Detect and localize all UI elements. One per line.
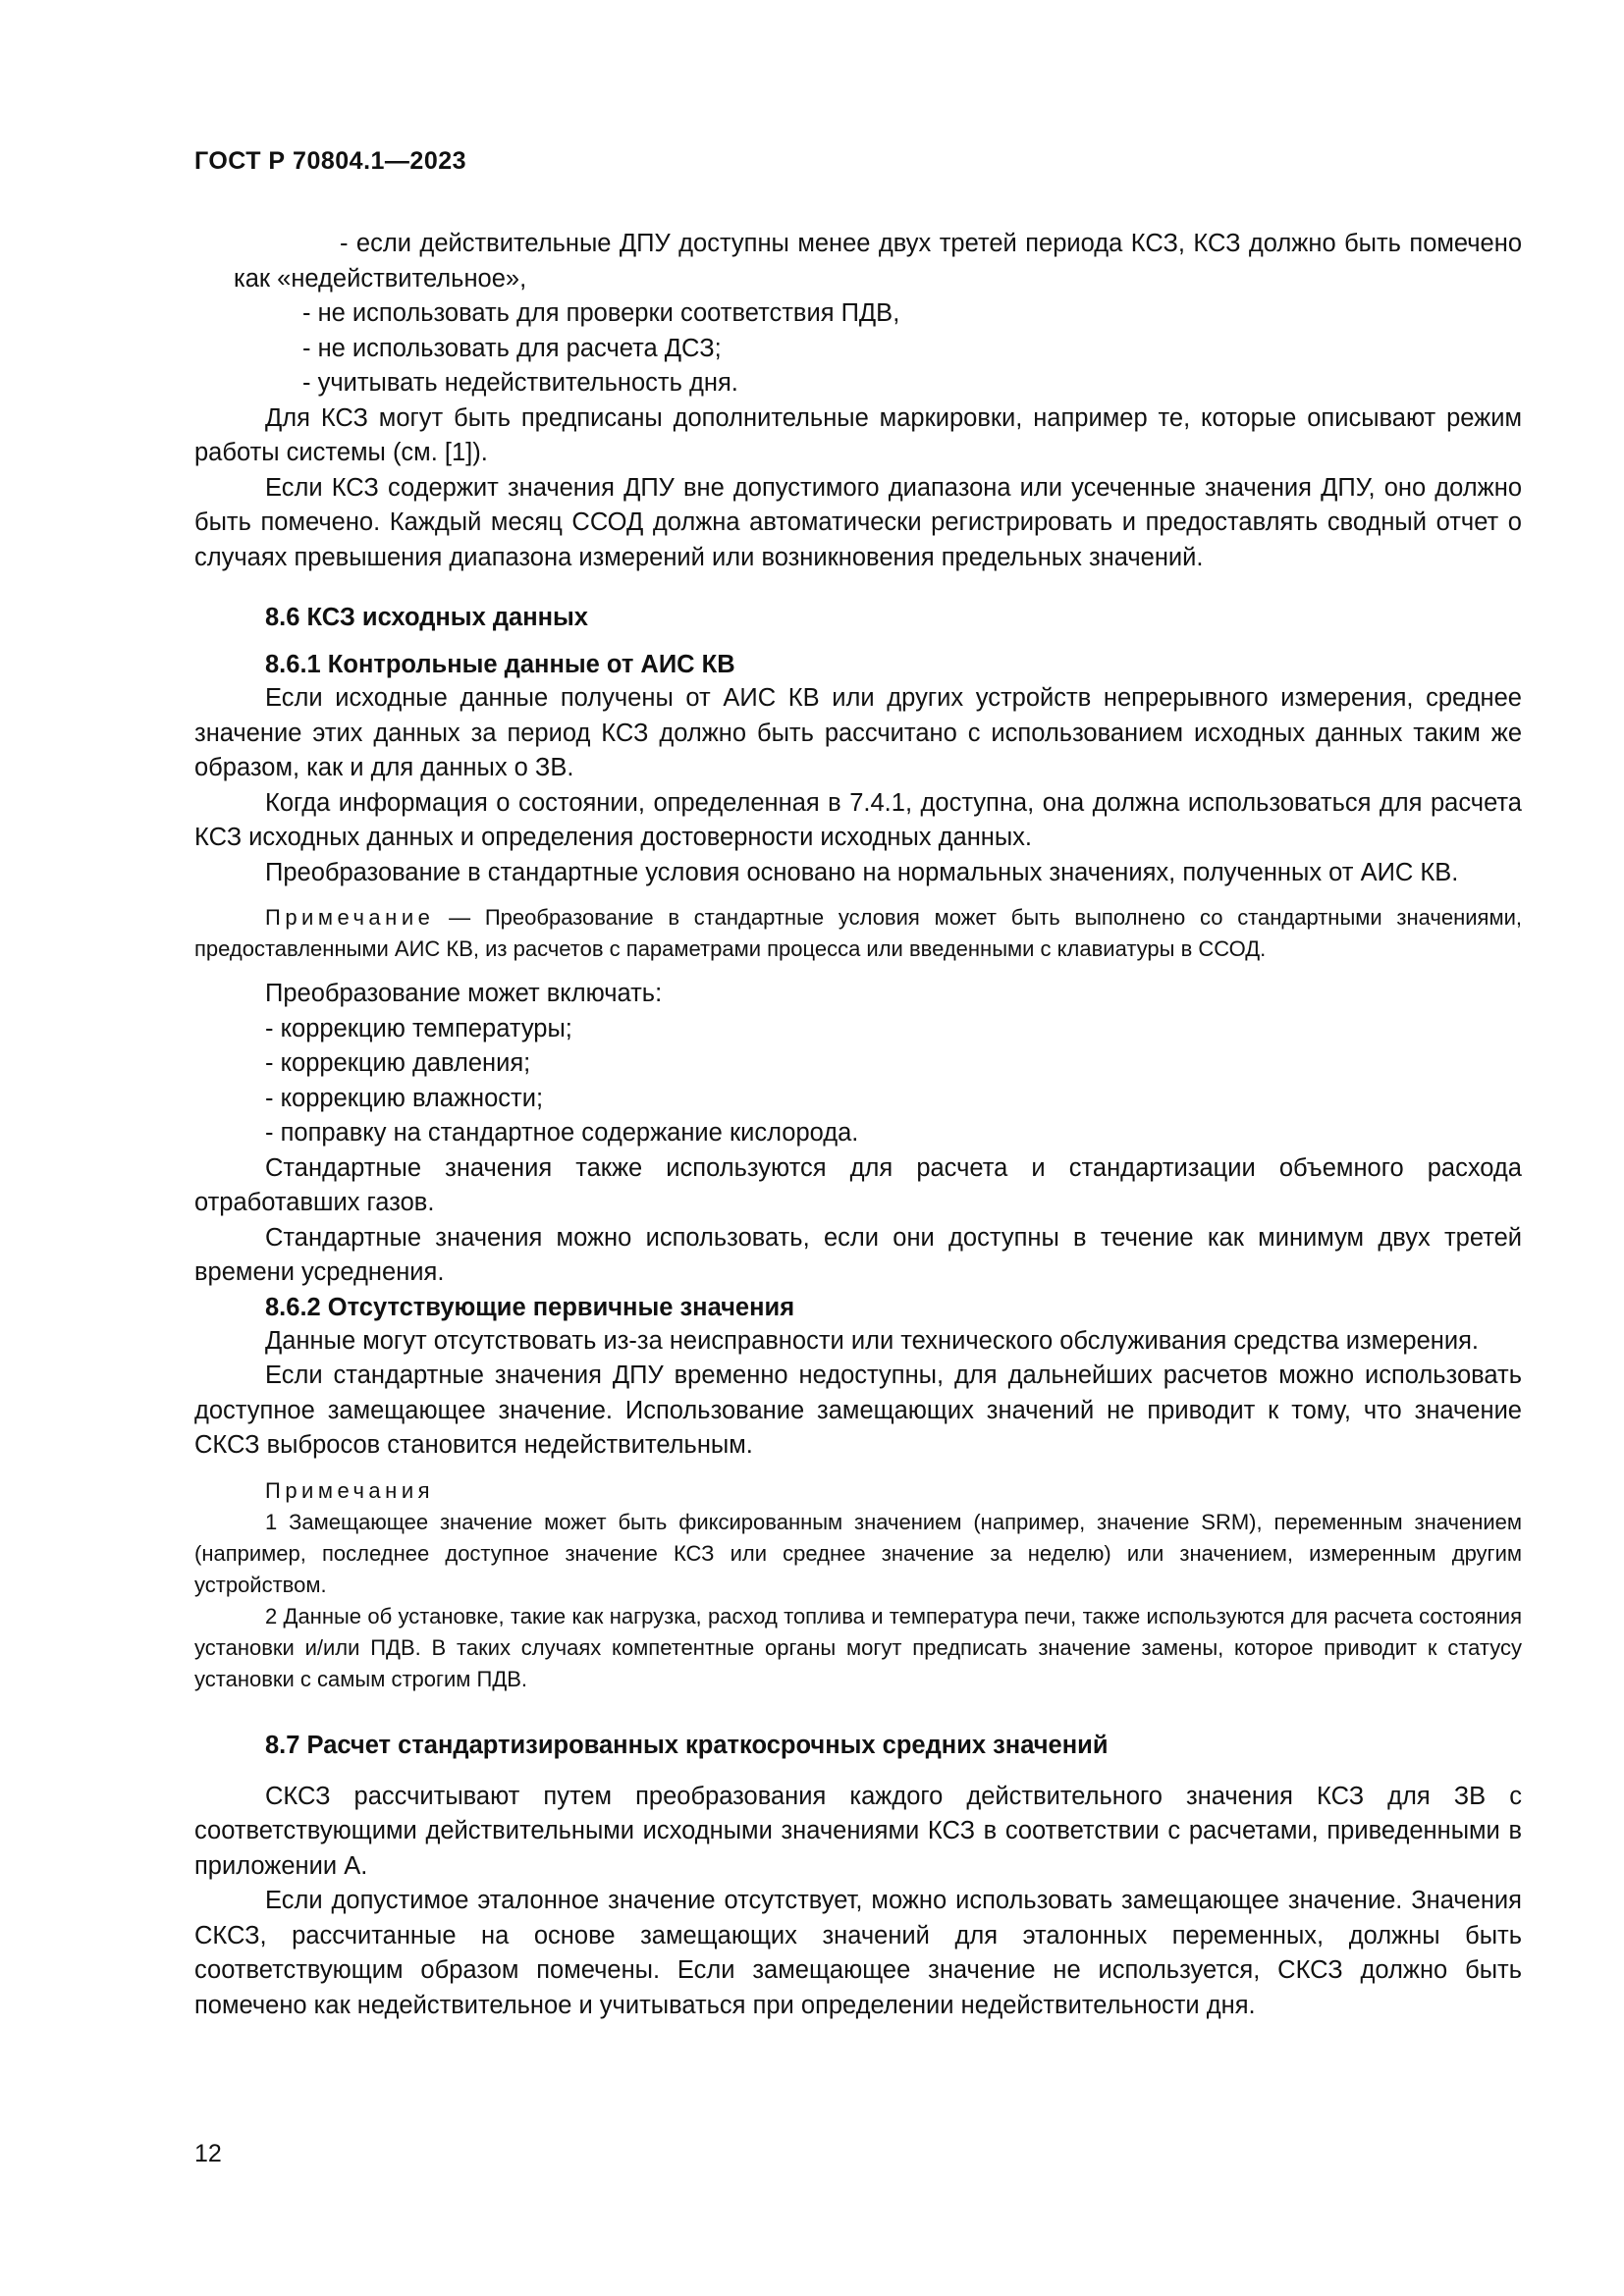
paragraph: Стандартные значения также используются для расчета и стандартизации объемного расхода отработавших газов. (194, 1153, 1522, 1216)
note: 2 Данные об установке, такие как нагрузка, расход топлива и температура печи, также используются для расчета состояния установки и/или ПДВ. В таких случаях компетентные органы могут предписать значение замены, которое приводит к статусу установки с самым строгим ПДВ. (194, 1603, 1522, 1691)
paragraph: Для КСЗ могут быть предписаны дополнительные маркировки, например те, которые описывают режим работы системы (см. [1]). (194, 403, 1522, 466)
note: 1 Замещающее значение может быть фиксированным значением (например, значение SRM), переменным значением (например, последнее доступное значение КСЗ или среднее значение за неделю) или значением, измеренным другим устройством. (194, 1509, 1522, 1597)
note (194, 902, 1522, 965)
notes-label: Примечания (265, 1477, 435, 1503)
subsection-heading-8-6-2: 8.6.2 Отсутствующие первичные значения (265, 1293, 795, 1321)
list-item: - учитывать недействительность дня. (302, 369, 738, 397)
list-item: - коррекцию влажности; (265, 1084, 544, 1112)
paragraph: Если КСЗ содержит значения ДПУ вне допустимого диапазона или усеченные значения ДПУ, оно должно быть помечено. Каждый месяц ССОД должна автоматически регистрировать и предоставлять сводный отчет о случаях превышения диапазона измерений или возникновения предельных значений. (194, 473, 1522, 571)
list-item: - если действительные ДПУ доступны менее двух третей периода КСЗ, КСЗ должно быть помечено как «недействительное», (234, 230, 1522, 293)
paragraph: Преобразование в стандартные условия основано на нормальных значениях, полученных от АИС КВ. (265, 858, 1459, 886)
list-item: - коррекцию температуры; (265, 1014, 572, 1042)
paragraph: Если исходные данные получены от АИС КВ или других устройств непрерывного измерения, среднее значение этих данных за период КСЗ должно быть рассчитано с использованием исходных данных таким же образом, как и для данных о ЗВ. (194, 684, 1522, 781)
paragraph: Если допустимое эталонное значение отсутствует, можно использовать замещающее значение. Значения СКСЗ, рассчитанные на основе замещающих значений для эталонных переменных, должны быть соответствующим образом помечены. Если замещающее значение не используется, СКСЗ должно быть помечено как недействительное и учитываться при определении недействительности дня. (194, 1887, 1522, 2019)
section-heading-8-6: 8.6 КСЗ исходных данных (265, 604, 588, 631)
list-item: - не использовать для расчета ДСЗ; (302, 334, 722, 362)
document-code-header: ГОСТ Р 70804.1—2023 (194, 147, 467, 175)
paragraph: Данные могут отсутствовать из-за неисправности или технического обслуживания средства измерения. (265, 1326, 1479, 1355)
paragraph: СКСЗ рассчитывают путем преобразования каждого действительного значения КСЗ для ЗВ с соответствующими действительными исходными значениями КСЗ в соответствии с расчетами, приведенными в приложении А. (194, 1782, 1522, 1880)
paragraph: Когда информация о состоянии, определенная в 7.4.1, доступна, она должна использоваться для расчета КСЗ исходных данных и определения достоверности исходных данных. (194, 788, 1522, 851)
paragraph: Стандартные значения можно использовать, если они доступны в течение как минимум двух третей времени усреднения. (194, 1223, 1522, 1286)
document-page (194, 147, 1522, 2023)
section-heading-8-7: 8.7 Расчет стандартизированных краткосрочных средних значений (265, 1731, 1109, 1759)
paragraph: Если стандартные значения ДПУ временно недоступны, для дальнейших расчетов можно использовать доступное замещающее значение. Использование замещающих значений не приводит к тому, что значение СКСЗ выбросов становится недействительным. (194, 1362, 1522, 1459)
page-number: 12 (194, 2140, 222, 2167)
subsection-heading-8-6-1: 8.6.1 Контрольные данные от АИС КВ (265, 651, 735, 678)
list-item: - коррекцию давления; (265, 1049, 531, 1077)
note-text: — Преобразование в стандартные условия может быть выполнено со стандартными значениями, предоставленными АИС КВ, из расчетов с параметрами процесса или введенными с клавиатуры в ССОД. (194, 905, 1522, 961)
note-label: Примечание (265, 905, 435, 930)
list-item: - не использовать для проверки соответствия ПДВ, (302, 299, 900, 327)
list-item: - поправку на стандартное содержание кислорода. (265, 1119, 859, 1147)
paragraph: Преобразование может включать: (265, 980, 663, 1007)
